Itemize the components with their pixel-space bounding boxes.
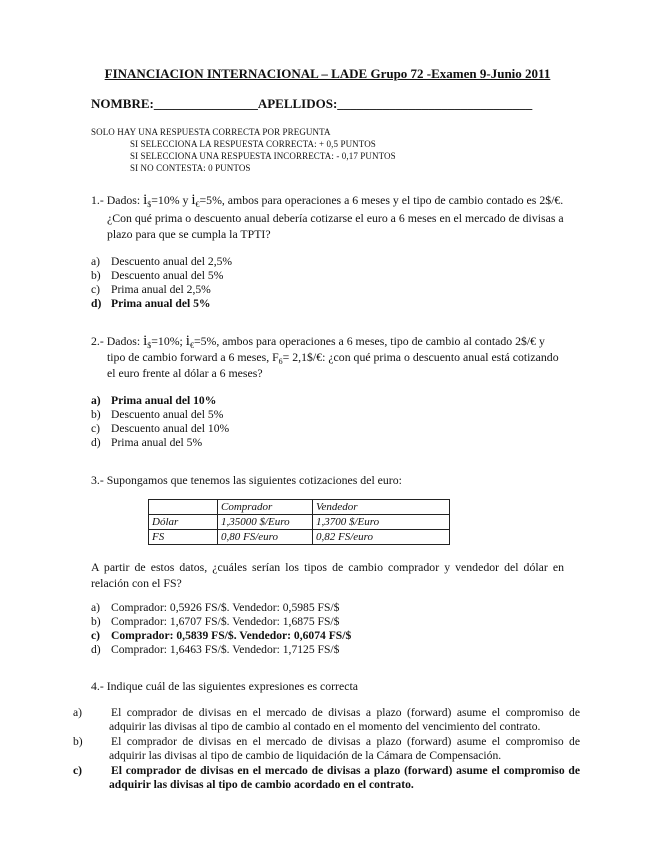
instruction-line: SI NO CONTESTA: 0 PUNTOS <box>130 163 251 173</box>
table-cell: FS <box>149 530 218 545</box>
exam-title: FINANCIACION INTERNACIONAL – LADE Grupo 72 -Examen 9-Junio 2011 <box>104 66 551 81</box>
name-row <box>91 96 532 112</box>
table-cell: Vendedor <box>313 500 450 515</box>
q1-option-a[interactable]: a) Descuento anual del 2,5% <box>91 255 233 268</box>
q2-stem-line2: tipo de cambio forward a 6 meses, $F_6=$ 2,1$/€: ¿con qué prima o descuento anual está cotizando <box>107 350 559 366</box>
q2-option-b[interactable]: b) Descuento anual del 5% <box>91 408 224 421</box>
instruction-line: SOLO HAY UNA RESPUESTA CORRECTA POR PREGUNTA <box>91 127 331 137</box>
exchange-rate-table <box>148 499 450 545</box>
q1-stem-line3: plazo para que se cumpla la TPTI? <box>107 227 271 241</box>
q2-stem-line3: el euro frente al dólar a 6 meses? <box>107 366 263 380</box>
table-cell: 0,80 FS/euro <box>218 530 313 545</box>
q3-option-b[interactable]: b) Comprador: 1,6707 FS/$. Vendedor: 1,6875 FS/$ <box>91 615 340 628</box>
q1-option-d-correct[interactable]: d) Prima anual del 5% <box>91 297 211 310</box>
q3-option-c-correct[interactable]: c) Comprador: 0,5839 FS/$. Vendedor: 0,6074 FS/$ <box>91 629 352 642</box>
q2-option-d[interactable]: d) Prima anual del 5% <box>91 436 203 449</box>
q4-option-b[interactable]: b) El comprador de divisas en el mercado de divisas a plazo (forward) asume el compromiso de adquirir las divisas al tipo de cambio de liquidación de la Cámara de Compensación. <box>73 735 580 763</box>
q1-option-b[interactable]: b) Descuento anual del 5% <box>91 269 224 282</box>
q2-option-a-correct[interactable]: a) Prima anual del 10% <box>91 394 217 407</box>
q4-option-a[interactable]: a) El comprador de divisas en el mercado de divisas a plazo (forward) asume el compromiso de adquirir las divisas al tipo de cambio al contado en el momento del vencimiento del contrato. <box>73 706 580 734</box>
table-header-row <box>149 500 450 515</box>
instruction-line: SI SELECCIONA LA RESPUESTA CORRECTA: + 0,5 PUNTOS <box>130 139 376 149</box>
apellidos-field[interactable]: APELLIDOS:______________________________ <box>257 96 533 111</box>
q1-stem-line2: ¿Con qué prima o descuento anual debería cotizarse el euro a 6 meses en el mercado de divisas a <box>107 211 564 225</box>
q3-intro: 3.- Supongamos que tenemos las siguientes cotizaciones del euro: <box>91 473 402 487</box>
table-cell: 1,35000 $/Euro <box>218 515 313 530</box>
q2-stem-line1: 2.- Dados: $i_{\$}=10\%$; $i_€=5\%$, ambos para operaciones a 6 meses, tipo de cambio al contado 2$/€ y <box>91 333 545 350</box>
table-cell: 0,82 FS/euro <box>313 530 450 545</box>
q4-intro: 4.- Indique cuál de las siguientes expresiones es correcta <box>91 679 358 693</box>
q3-option-d[interactable]: d) Comprador: 1,6463 FS/$. Vendedor: 1,7125 FS/$ <box>91 643 340 656</box>
table-row <box>149 530 450 545</box>
q3-option-a[interactable]: a) Comprador: 0,5926 FS/$. Vendedor: 0,5985 FS/$ <box>91 601 340 614</box>
table-cell: Comprador <box>218 500 313 515</box>
q3-question: A partir de estos datos, ¿cuáles serían los tipos de cambio comprador y vendedor del dólar en relación con el FS? <box>91 560 564 590</box>
q4-option-c-correct[interactable]: c) El comprador de divisas en el mercado de divisas a plazo (forward) asume el compromiso de adquirir las divisas al tipo de cambio acordado en el contrato. <box>73 764 580 792</box>
q1-stem-line1: 1.- Dados: $i_{\$}=10\%$ y $i_€=5\%$, ambos para operaciones a 6 meses y el tipo de cambio contado es 2$/€. <box>91 192 564 209</box>
instruction-line: SI SELECCIONA UNA RESPUESTA INCORRECTA: - 0,17 PUNTOS <box>130 151 396 161</box>
table-cell <box>149 500 218 515</box>
nombre-field[interactable]: NOMBRE:________________ <box>91 96 258 111</box>
q1-option-c[interactable]: c) Prima anual del 2,5% <box>91 283 211 296</box>
table-cell: 1,3700 $/Euro <box>313 515 450 530</box>
table-row <box>149 515 450 530</box>
table-cell: Dólar <box>149 515 218 530</box>
q2-option-c[interactable]: c) Descuento anual del 10% <box>91 422 230 435</box>
